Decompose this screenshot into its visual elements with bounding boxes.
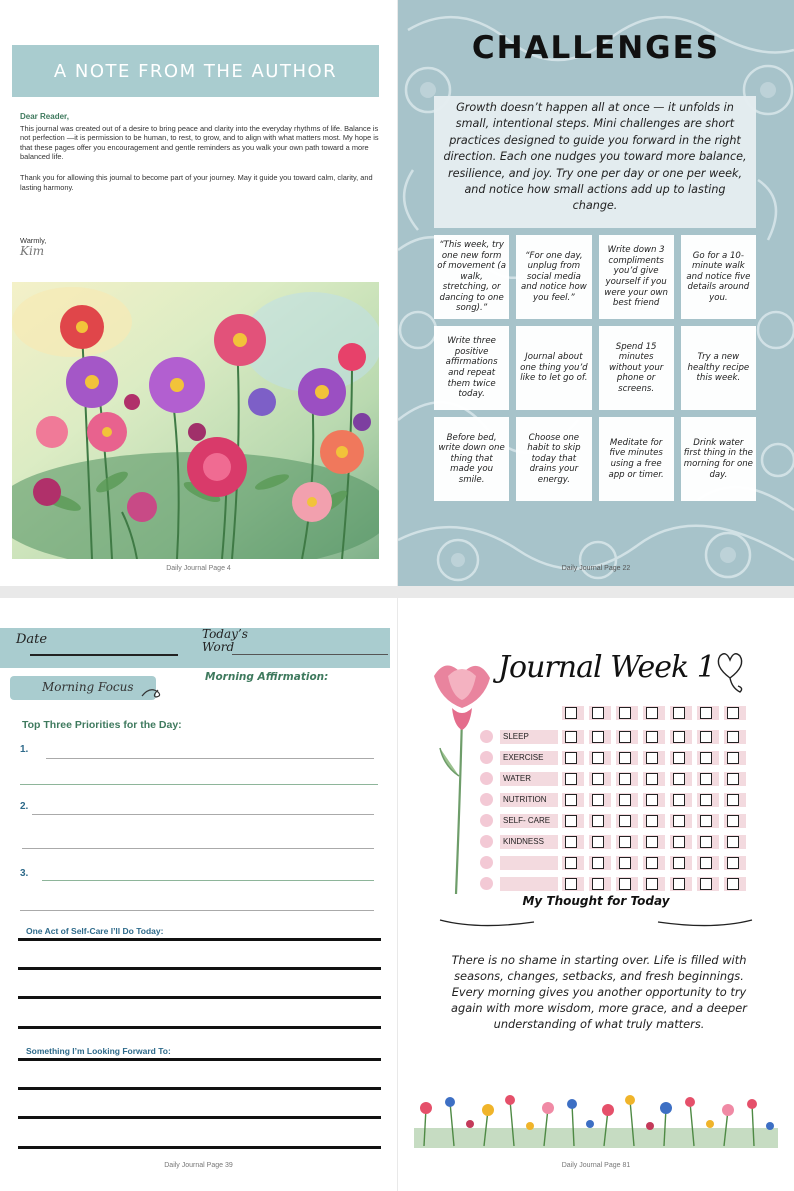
habit-checkbox[interactable]: [592, 815, 604, 827]
morning-affirmation-label: Morning Affirmation:: [205, 671, 329, 683]
habit-checkbox[interactable]: [646, 857, 658, 869]
habit-checkbox[interactable]: [727, 836, 739, 848]
habit-day-cell: [697, 877, 719, 891]
habit-label: EXERCISE: [500, 751, 558, 765]
page-journal-week: [398, 598, 794, 1191]
habit-label: [500, 877, 558, 891]
day-checkbox[interactable]: [700, 707, 712, 719]
habit-day-cell: [562, 793, 584, 807]
date-label: Date: [16, 632, 48, 647]
looking-forward-line[interactable]: [18, 1058, 381, 1061]
habit-checkbox[interactable]: [727, 878, 739, 890]
habit-checkbox[interactable]: [673, 794, 685, 806]
habit-day-cell: [724, 751, 746, 765]
day-checkbox[interactable]: [646, 707, 658, 719]
priority-2-extra-line[interactable]: [22, 848, 374, 849]
page-author-note: [0, 0, 397, 586]
habit-checkbox[interactable]: [646, 815, 658, 827]
thought-quote: There is no shame in starting over. Life is filled with seasons, changes, setbacks, and fresh beginnings. Every morning gives you another opportunity to try again with more wisdom, more grace, and a deeper understanding of what truly matters.: [451, 953, 747, 1031]
habit-checkbox[interactable]: [727, 773, 739, 785]
self-care-line[interactable]: [18, 996, 381, 999]
page-footer: Daily Journal Page 81: [561, 1162, 631, 1169]
habit-day-cell: [562, 772, 584, 786]
priority-3-line[interactable]: [42, 880, 374, 881]
habit-day-cell: [643, 877, 665, 891]
habit-checkbox[interactable]: [565, 878, 577, 890]
habit-day-cell: [562, 877, 584, 891]
challenge-card: “For one day, unplug from social media and notice how you feel.”: [516, 235, 591, 319]
habit-day-cell: [697, 751, 719, 765]
habit-checkbox[interactable]: [565, 752, 577, 764]
habit-day-cell: [724, 793, 746, 807]
habit-checkbox[interactable]: [619, 794, 631, 806]
habit-checkbox[interactable]: [619, 815, 631, 827]
challenges-title: CHALLENGES: [471, 30, 721, 66]
signoff: Warmly,: [20, 236, 47, 245]
day-checkbox[interactable]: [727, 707, 739, 719]
challenge-card: Write three positive affirmations and repeat them twice today.: [434, 326, 509, 410]
habit-day-cell: [643, 751, 665, 765]
habit-day-cell: [697, 730, 719, 744]
day-header-cell: [589, 706, 611, 720]
note-paragraph-2: Thank you for allowing this journal to become part of your journey. May it guide you toward calm, clarity, and lasting harmony.: [20, 172, 373, 192]
habit-day-cell: [670, 730, 692, 744]
habit-checkbox[interactable]: [619, 857, 631, 869]
challenge-card: Try a new healthy recipe this week.: [681, 326, 756, 410]
challenge-card: “This week, try one new form of movement (a walk, stretching, or dancing to one song).”: [434, 235, 509, 319]
habit-day-cell: [724, 814, 746, 828]
habit-day-cell: [643, 730, 665, 744]
habit-checkbox[interactable]: [565, 773, 577, 785]
habit-label: WATER: [500, 772, 558, 786]
day-header-cell: [562, 706, 584, 720]
habit-checkbox[interactable]: [592, 836, 604, 848]
priority-number-2: 2.: [20, 801, 29, 812]
challenge-grid: [434, 235, 756, 501]
greeting: Dear Reader,: [20, 112, 69, 121]
challenge-card: Spend 15 minutes without your phone or screens.: [599, 326, 674, 410]
challenge-card: Meditate for five minutes using a free app or timer.: [599, 417, 674, 501]
habit-checkbox[interactable]: [565, 731, 577, 743]
challenge-card: Journal about one thing you’d like to let go of.: [516, 326, 591, 410]
self-care-line[interactable]: [18, 967, 381, 970]
day-header-cell: [643, 706, 665, 720]
note-paragraph-1: This journal was created out of a desire to bring peace and clarity into the everyday rhythms of life. Balance is not perfection —it is permission to be human, to rest, to grow, and to align with what matters most. My hope is that these pages offer you encouragement and gentle reminders as you walk your own path toward a more balanced life.: [20, 123, 379, 162]
habit-day-cell: [589, 814, 611, 828]
habit-checkbox[interactable]: [673, 773, 685, 785]
habit-checkbox[interactable]: [592, 752, 604, 764]
priority-3-extra-line[interactable]: [20, 910, 374, 911]
habit-checkbox[interactable]: [700, 815, 712, 827]
habit-checkbox[interactable]: [619, 836, 631, 848]
priority-number-3: 3.: [20, 868, 29, 879]
author-note-title: A NOTE FROM THE AUTHOR: [53, 60, 338, 82]
todays-word-input-line[interactable]: [232, 654, 388, 655]
day-header-cell: [724, 706, 746, 720]
habit-checkbox[interactable]: [592, 857, 604, 869]
habit-checkbox[interactable]: [727, 731, 739, 743]
habit-bullet: [480, 751, 493, 764]
habit-checkbox[interactable]: [646, 731, 658, 743]
habit-checkbox[interactable]: [592, 731, 604, 743]
habit-day-cell: [616, 856, 638, 870]
challenge-card: Before bed, write down one thing that made you smile.: [434, 417, 509, 501]
habit-checkbox[interactable]: [727, 752, 739, 764]
day-header-cell: [697, 706, 719, 720]
day-header-cell: [670, 706, 692, 720]
habit-checkbox[interactable]: [565, 857, 577, 869]
habit-day-cell: [589, 793, 611, 807]
habit-checkbox[interactable]: [619, 878, 631, 890]
habit-day-cell: [670, 793, 692, 807]
challenge-card: Choose one habit to skip today that drains your energy.: [516, 417, 591, 501]
author-note-banner: [12, 45, 379, 97]
self-care-line[interactable]: [18, 1026, 381, 1029]
self-care-line[interactable]: [18, 938, 381, 941]
habit-label: KINDNESS: [500, 835, 558, 849]
habit-day-cell: [697, 835, 719, 849]
habit-checkbox[interactable]: [727, 815, 739, 827]
journal-week-title: Journal Week 1: [498, 650, 715, 685]
habit-day-cell: [643, 814, 665, 828]
swash-divider-right: [654, 916, 754, 930]
habit-checkbox[interactable]: [592, 773, 604, 785]
priority-1-extra-line[interactable]: [20, 784, 378, 785]
habit-day-cell: [562, 856, 584, 870]
habit-checkbox[interactable]: [619, 752, 631, 764]
habit-day-cell: [616, 772, 638, 786]
habit-bullet: [480, 835, 493, 848]
page-footer: Daily Journal Page 4: [166, 565, 231, 572]
morning-focus-label: Morning Focus: [42, 680, 134, 694]
todays-word-label: Today’s Word: [202, 627, 248, 654]
habit-day-cell: [643, 856, 665, 870]
habit-checkbox[interactable]: [646, 878, 658, 890]
habit-bullet: [480, 877, 493, 890]
habit-checkbox[interactable]: [673, 731, 685, 743]
habit-checkbox[interactable]: [565, 794, 577, 806]
flourish-icon: [140, 684, 166, 700]
swash-divider-left: [438, 916, 538, 930]
habit-day-cell: [670, 772, 692, 786]
habit-checkbox[interactable]: [646, 794, 658, 806]
priority-1-line[interactable]: [46, 758, 374, 759]
watercolor-flowers-illustration: [12, 282, 379, 559]
habit-checkbox[interactable]: [727, 857, 739, 869]
habit-day-cell: [562, 814, 584, 828]
heart-doodle-icon: [710, 648, 750, 698]
day-checkbox[interactable]: [565, 707, 577, 719]
habit-checkbox[interactable]: [700, 857, 712, 869]
habit-day-cell: [670, 751, 692, 765]
habit-day-cell: [643, 772, 665, 786]
habit-day-cell: [670, 877, 692, 891]
habit-day-cell: [616, 835, 638, 849]
habit-day-cell: [616, 793, 638, 807]
thought-heading: My Thought for Today: [522, 894, 670, 908]
habit-bullet: [480, 814, 493, 827]
habit-day-cell: [697, 793, 719, 807]
habit-day-cell: [724, 772, 746, 786]
habit-day-cell: [670, 814, 692, 828]
habit-checkbox[interactable]: [727, 794, 739, 806]
challenges-intro: Growth doesn’t happen all at once — it unfolds in small, intentional steps. Mini challenges are short practices designed to guide you forward in the right direction. Each one nudges you toward more balance, resilience, and joy. Try one per day or one per week, and notice how small actions add up to lasting change.: [434, 96, 756, 228]
habit-checkbox[interactable]: [592, 794, 604, 806]
habit-day-cell: [589, 751, 611, 765]
habit-bullet: [480, 856, 493, 869]
habit-checkbox[interactable]: [673, 857, 685, 869]
habit-checkbox[interactable]: [700, 836, 712, 848]
habit-checkbox[interactable]: [646, 752, 658, 764]
priority-number-1: 1.: [20, 744, 29, 755]
habit-label: [500, 856, 558, 870]
looking-forward-line[interactable]: [18, 1116, 381, 1119]
habit-checkbox[interactable]: [565, 815, 577, 827]
challenge-card: Drink water first thing in the morning for one day.: [681, 417, 756, 501]
habit-day-cell: [643, 835, 665, 849]
page-footer: Daily Journal Page 39: [164, 1162, 233, 1169]
habit-day-cell: [589, 877, 611, 891]
page-challenges: [398, 0, 794, 586]
habit-checkbox[interactable]: [565, 836, 577, 848]
day-checkbox[interactable]: [673, 707, 685, 719]
habit-day-cell: [697, 772, 719, 786]
habit-bullet: [480, 730, 493, 743]
habit-day-cell: [616, 814, 638, 828]
habit-label: SELF- CARE: [500, 814, 558, 828]
challenge-card: Write down 3 compliments you’d give yourself if you were your own best friend: [599, 235, 674, 319]
habit-checkbox[interactable]: [619, 731, 631, 743]
habit-checkbox[interactable]: [673, 836, 685, 848]
habit-checkbox[interactable]: [673, 815, 685, 827]
habit-label: NUTRITION: [500, 793, 558, 807]
habit-day-cell: [670, 835, 692, 849]
habit-day-cell: [589, 730, 611, 744]
planner-header-band: [0, 628, 390, 668]
day-header-cell: [616, 706, 638, 720]
habit-checkbox[interactable]: [700, 752, 712, 764]
habit-day-cell: [562, 730, 584, 744]
habit-bullet: [480, 772, 493, 785]
page-footer: Daily Journal Page 22: [561, 565, 631, 572]
page-daily-planner: [0, 598, 397, 1191]
habit-day-cell: [562, 835, 584, 849]
habit-checkbox[interactable]: [646, 836, 658, 848]
priorities-heading: Top Three Priorities for the Day:: [22, 719, 182, 731]
habit-day-cell: [643, 793, 665, 807]
habit-checkbox[interactable]: [619, 773, 631, 785]
signature: Kim: [20, 244, 45, 258]
looking-forward-heading: Something I’m Looking Forward To:: [26, 1046, 171, 1056]
habit-day-cell: [697, 856, 719, 870]
habit-label: SLEEP: [500, 730, 558, 744]
habit-day-cell: [724, 730, 746, 744]
habit-day-cell: [589, 856, 611, 870]
looking-forward-line[interactable]: [18, 1146, 381, 1149]
habit-day-cell: [724, 877, 746, 891]
habit-day-cell: [724, 856, 746, 870]
self-care-heading: One Act of Self-Care I’ll Do Today:: [26, 926, 164, 936]
priority-2-line[interactable]: [32, 814, 374, 815]
day-checkbox[interactable]: [619, 707, 631, 719]
habit-checkbox[interactable]: [646, 773, 658, 785]
habit-day-cell: [589, 835, 611, 849]
habit-day-cell: [724, 835, 746, 849]
habit-day-cell: [616, 730, 638, 744]
day-checkbox[interactable]: [592, 707, 604, 719]
habit-day-cell: [616, 877, 638, 891]
date-input-line[interactable]: [30, 654, 178, 656]
habit-checkbox[interactable]: [700, 794, 712, 806]
habit-bullet: [480, 793, 493, 806]
habit-day-cell: [670, 856, 692, 870]
looking-forward-line[interactable]: [18, 1087, 381, 1090]
habit-checkbox[interactable]: [700, 878, 712, 890]
habit-checkbox[interactable]: [700, 773, 712, 785]
challenge-card: Go for a 10-minute walk and notice five details around you.: [681, 235, 756, 319]
habit-checkbox[interactable]: [673, 878, 685, 890]
habit-day-cell: [589, 772, 611, 786]
habit-checkbox[interactable]: [673, 752, 685, 764]
habit-day-cell: [562, 751, 584, 765]
wildflower-border-illustration: [414, 1088, 778, 1148]
author-note-body: [20, 112, 380, 203]
habit-day-cell: [697, 814, 719, 828]
habit-checkbox[interactable]: [592, 878, 604, 890]
habit-day-cell: [616, 751, 638, 765]
habit-checkbox[interactable]: [700, 731, 712, 743]
